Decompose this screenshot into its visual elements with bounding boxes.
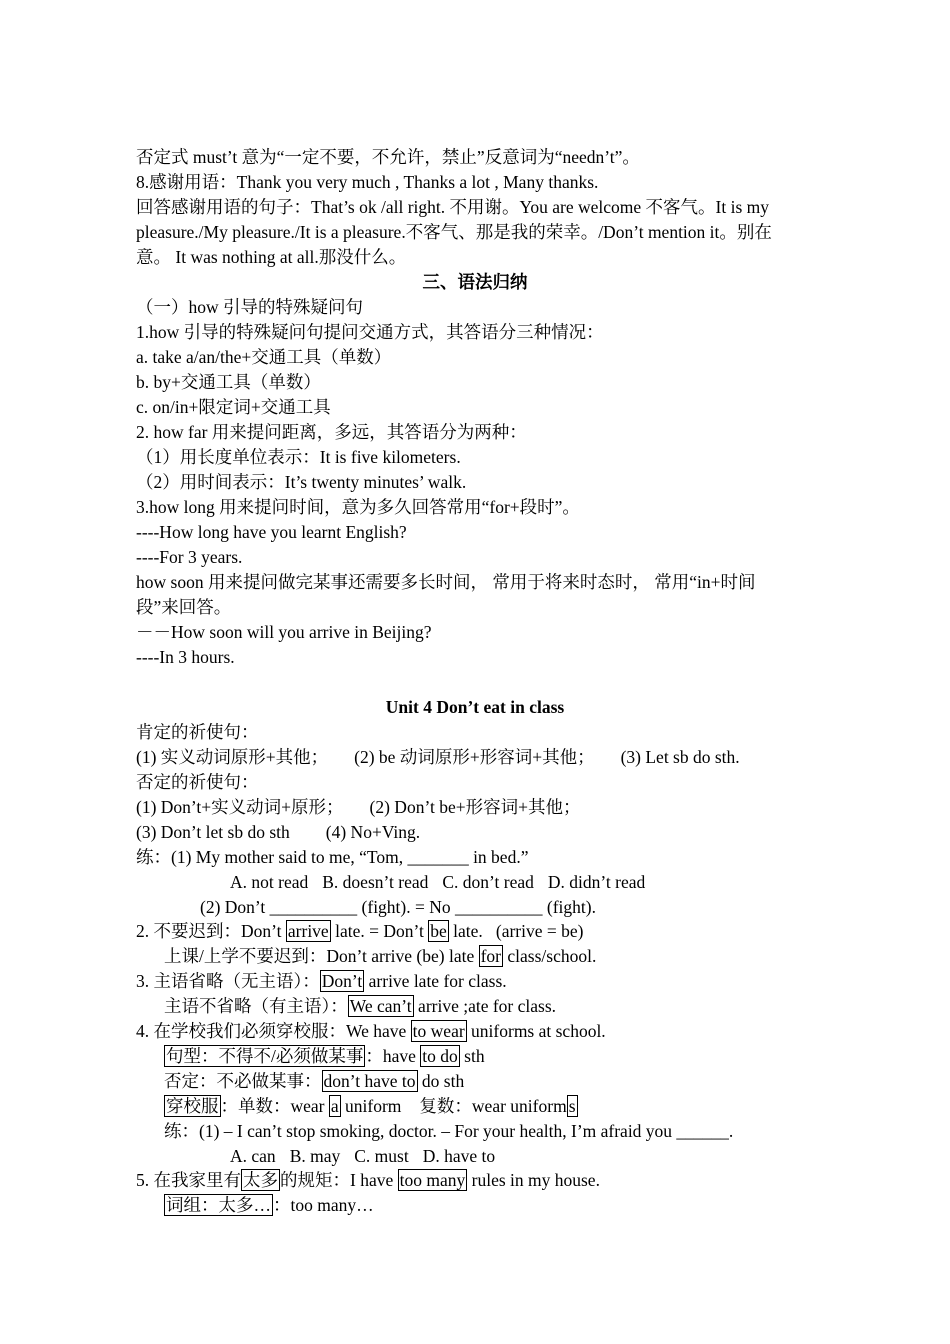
text-segment: rules in my house. [467,1170,600,1190]
text-segment: (2) be 动词原形+形容词+其他； [354,747,595,767]
text-segment: (4) No+Ving. [325,822,421,842]
text-line: 意。 It was nothing at all.那没什么。 [136,247,407,267]
boxed-word: Don’t [321,971,363,991]
text-segment: ：have [365,1046,421,1066]
text-line: pleasure./My pleasure./It is a pleasure.不客气、那是我的荣幸。/Don’t mention it。别在 [136,222,772,242]
boxed-phrase: 穿校服 [166,1096,219,1116]
text-line: how soon 用来提问做完某事还需要多长时间， 常用于将来时态时， 常用“in+时间 [136,572,756,592]
text-line: 肯定的祈使句： [136,722,259,742]
text-line: 回答感谢用语的句子：That’s ok /all right. 不用谢。You are welcome 不客气。It is my [136,197,770,217]
text-segment: (3) Let sb do sth. [620,747,740,767]
text-segment: 5. 在我家里有 [136,1170,241,1190]
text-line [136,796,580,818]
section-heading: 三、语法归纳 [422,272,528,292]
text-line: （一）how 引导的特殊疑问句 [136,297,364,317]
boxed-word: be [430,921,447,941]
text-segment: uniforms at school. [466,1021,606,1041]
text-line [164,995,556,1017]
exercise-question: 练：(1) My mother said to me, “Tom, _______ in bed.” [136,847,529,867]
text-line [164,1045,485,1067]
text-line [136,821,420,843]
text-segment: 复数：wear uniform [419,1096,567,1116]
exercise-question: (2) Don’t __________ (fight). = No __________ (fight). [200,897,596,917]
boxed-word: 太多 [243,1170,278,1190]
text-segment: 否定：不必做某事： [164,1071,322,1091]
text-line [136,1020,606,1042]
text-line [164,1194,374,1216]
text-line [136,970,507,992]
text-segment: arrive ;ate for class. [413,996,557,1016]
option-a: A. not read [230,872,309,892]
boxed-word: We can’t [349,996,412,1016]
text-line: 段”来回答。 [136,597,232,617]
exercise-options [230,1145,495,1167]
text-segment: 2. 不要迟到：Don’t [136,921,286,941]
text-segment: class/school. [503,946,597,966]
text-line [164,1070,464,1092]
text-segment: (1) Don’t+实义动词+原形； [136,797,344,817]
text-segment: uniform [340,1096,402,1116]
option-c: C. don’t read [442,872,534,892]
option-b: B. doesn’t read [322,872,429,892]
boxed-word: for [480,946,502,966]
boxed-word: don’t have to [323,1071,416,1091]
boxed-word: to do [422,1046,458,1066]
boxed-word: arrive [287,921,329,941]
unit-heading: Unit 4 Don’t eat in class [385,697,565,717]
option-d: D. have to [422,1146,496,1166]
text-line [136,920,583,942]
boxed-word: s [568,1096,576,1116]
text-segment: late. = Don’t [330,921,429,941]
text-segment: 主语不省略（有主语）： [164,996,348,1016]
text-segment: do sth [417,1071,465,1091]
boxed-word: to wear [412,1021,465,1041]
text-segment: late. (arrive = be) [448,921,584,941]
text-line [136,1169,600,1191]
text-segment: 上课/上学不要迟到：Don’t arrive (be) late [164,946,479,966]
text-line: 1.how 引导的特殊疑问句提问交通方式，其答语分三种情况： [136,322,604,342]
text-line: 8.感谢用语：Thank you very much , Thanks a lot , Many thanks. [136,172,599,192]
boxed-word: a [330,1096,339,1116]
boxed-phrase: 句型：不得不/必须做某事 [166,1046,364,1066]
text-line: ----For 3 years. [136,547,243,567]
text-line [164,1095,578,1117]
text-line: ----How long have you learnt English? [136,522,407,542]
text-segment: (3) Don’t let sb do sth [136,822,290,842]
text-line: c. on/in+限定词+交通工具 [136,397,331,417]
text-segment: 4. 在学校我们必须穿校服：We have [136,1021,411,1041]
text-line: （1）用长度单位表示：It is five kilometers. [136,447,461,467]
text-line: ----In 3 hours. [136,647,235,667]
text-line: 否定式 must’t 意为“一定不要，不允许，禁止”反意词为“needn’t”。 [136,147,640,167]
text-line: 否定的祈使句： [136,772,259,792]
option-b: B. may [289,1146,341,1166]
text-line: a. take a/an/the+交通工具（单数） [136,347,392,367]
text-segment: sth [459,1046,485,1066]
exercise-options [230,871,645,893]
text-line: b. by+交通工具（单数） [136,372,321,392]
text-segment: 3. 主语省略（无主语）： [136,971,320,991]
text-segment: ：单数：wear [220,1096,329,1116]
boxed-phrase: 词组：太多… [166,1195,271,1215]
text-segment: 的规矩：I have [280,1170,398,1190]
text-segment: (1) 实义动词原形+其他； [136,747,329,767]
text-segment: ：too many… [273,1195,374,1215]
text-segment: (2) Don’t be+形容词+其他； [369,797,581,817]
text-line: －－How soon will you arrive in Beijing? [136,622,432,642]
option-d: D. didn’t read [547,872,646,892]
option-c: C. must [354,1146,409,1166]
text-line: 2. how far 用来提问距离，多远，其答语分为两种： [136,422,527,442]
exercise-question: 练：(1) – I can’t stop smoking, doctor. – For your health, I’m afraid you ______. [164,1121,734,1141]
text-line [164,945,596,967]
boxed-word: too many [399,1170,466,1190]
text-segment: arrive late for class. [364,971,507,991]
text-line: 3.how long 用来提问时间，意为多久回答常用“for+段时”。 [136,497,580,517]
text-line [136,746,740,768]
option-a: A. can [230,1146,276,1166]
text-line: （2）用时间表示：It’s twenty minutes’ walk. [136,472,467,492]
